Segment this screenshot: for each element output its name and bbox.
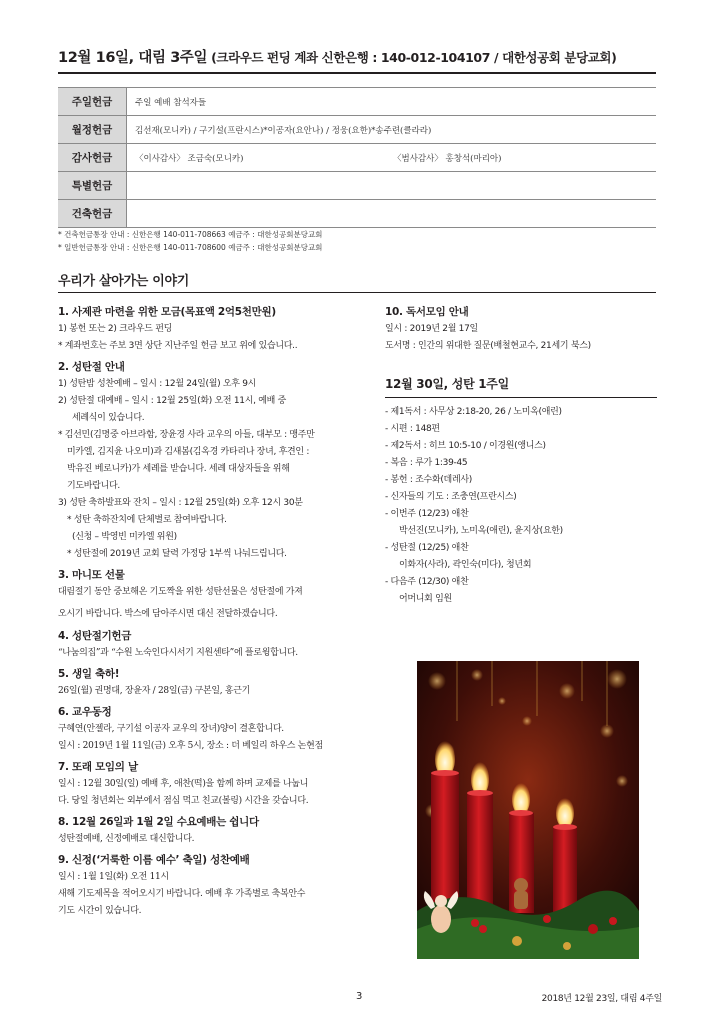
news-item-title: 1. 사제관 마련을 위한 모금(목표액 2억5천만원) xyxy=(58,306,276,318)
lectionary-line: - 성탄절 (12/25) 애찬 xyxy=(385,543,469,553)
news-line: 다. 당일 청년회는 외부에서 점심 먹고 친교(볼링) 시간을 갖습니다. xyxy=(58,796,309,806)
lectionary-line: 어머니회 임원 xyxy=(399,594,452,604)
footer-date: 2018년 12월 23일, 대림 4주일 xyxy=(541,994,662,1004)
news-line: * 계좌번호는 주보 3면 상단 지난주일 헌금 보고 위에 있습니다.. xyxy=(58,341,298,351)
news-line: 1) 봉헌 또는 2) 크라우드 펀딩 xyxy=(58,324,173,334)
news-line: 오시기 바랍니다. 박스에 담아주시면 대신 전달하겠습니다. xyxy=(58,609,278,619)
page-number: 3 xyxy=(356,991,363,1002)
thanks-offering-b: 〈범사감사〉 홍창석(마리아) xyxy=(393,153,502,164)
section-rule xyxy=(58,292,656,293)
offering-row xyxy=(58,88,656,116)
account-note: * 건축헌금통장 안내 : 신한은행 140-011-708663 예금주 : 대한성공회분당교회 xyxy=(58,230,323,239)
offering-row xyxy=(58,200,656,228)
offering-row xyxy=(58,144,656,172)
offering-label: 주일헌금 xyxy=(58,88,127,116)
offering-row xyxy=(58,116,656,144)
lectionary-line: - 이번주 (12/23) 애찬 xyxy=(385,509,469,519)
news-line: 새해 기도제목을 적어오시기 바랍니다. 예배 후 가족별로 축복안수 xyxy=(58,889,306,899)
news-line: 26일(월) 권명대, 장윤자 / 28일(금) 구본일, 홍근기 xyxy=(58,686,251,696)
header-detail: (크라우드 펀딩 계좌 신한은행 : 140-012-104107 / 대한성공회 분당교회) xyxy=(211,50,617,65)
lectionary-line: - 제1독서 : 사무상 2:18-20, 26 / 노미옥(애린) xyxy=(385,407,562,417)
lectionary-line: - 시편 : 148편 xyxy=(385,424,440,434)
news-line: 박유진 베로니카)가 세례를 받습니다. 세례 대상자들을 위해 xyxy=(67,464,290,474)
offering-label: 특별헌금 xyxy=(58,172,127,200)
news-line: 성탄절예배, 신정예배로 대신합니다. xyxy=(58,834,195,844)
news-item-title: 7. 또래 모임의 날 xyxy=(58,761,138,773)
reading-line: 도서명 : 인간의 위대한 질문(배철현교수, 21세기 북스) xyxy=(385,341,591,351)
thanks-offering-a: 〈이사감사〉 조금숙(모니카) xyxy=(135,153,244,164)
news-line: 미카엘, 김지윤 나오미)과 김새봄(김옥경 카타리나 장녀, 후견인 : xyxy=(67,447,310,457)
offering-label: 건축헌금 xyxy=(58,200,127,228)
news-item-title: 9. 신정(‘거룩한 이름 예수’ 축일) 성찬예배 xyxy=(58,854,250,866)
news-item-title: 3. 마니또 선물 xyxy=(58,569,125,581)
lectionary-line: 이화자(사라), 곽인숙(미다), 청년회 xyxy=(399,560,532,570)
news-item-title: 8. 12월 26일과 1월 2일 수요예배는 쉽니다 xyxy=(58,816,259,828)
lectionary-line: 박선진(모니카), 노미옥(애린), 윤지상(요한) xyxy=(399,526,563,536)
news-line: (신청 – 박영빈 미카엘 위원) xyxy=(72,532,177,542)
news-line: 일시 : 12월 30일(일) 예배 후, 애찬(떡)을 함께 하며 교제를 나눕니 xyxy=(58,779,309,789)
news-line: 기도 시간이 있습니다. xyxy=(58,906,142,916)
advent-candles-illustration xyxy=(417,661,639,959)
header-rule xyxy=(58,72,656,74)
lectionary-line: - 다음주 (12/30) 애찬 xyxy=(385,577,469,587)
offering-value xyxy=(127,172,657,200)
offering-value: 주일 예배 참석자들 xyxy=(127,88,657,116)
news-item-title: 2. 성탄절 안내 xyxy=(58,361,125,373)
lectionary-line: - 제2독서 : 히브 10:5-10 / 이경원(앵니스) xyxy=(385,441,546,451)
news-line: 세례식이 있습니다. xyxy=(72,413,145,423)
account-notes xyxy=(58,228,322,254)
news-line: 일시 : 1월 1일(화) 오전 11시 xyxy=(58,872,169,882)
header-date-title: 12월 16일, 대림 3주일 xyxy=(58,50,208,66)
news-line: 1) 성탄밤 성찬예배 – 일시 : 12월 24일(월) 오후 9시 xyxy=(58,379,257,389)
news-column xyxy=(58,300,370,920)
news-line: * 성탄 축하잔치에 단체별로 참여바랍니다. xyxy=(67,515,227,525)
section-title: 우리가 살아가는 이야기 xyxy=(58,274,190,289)
news-line: 구혜연(안젤라, 구기설 이공자 교우의 장녀)양이 결혼합니다. xyxy=(58,724,284,734)
news-line: 일시 : 2019년 1월 11일(금) 오후 5시, 장소 : 더 베일리 하우스 논현점 xyxy=(58,741,323,751)
advent-candles-image xyxy=(417,661,639,959)
offering-value xyxy=(127,200,657,228)
news-line: 3) 성탄 축하발표와 잔치 – 일시 : 12월 25일(화) 오후 12시 30분 xyxy=(58,498,303,508)
gingerbread-figurine xyxy=(514,878,528,909)
offering-value xyxy=(127,144,657,172)
news-line: 2) 성탄절 대예배 – 일시 : 12월 25일(화) 오전 11시, 예배 중 xyxy=(58,396,286,406)
candle-4 xyxy=(553,798,577,917)
news-item-title: 4. 성탄절기헌금 xyxy=(58,630,132,642)
news-line: “나눔의집”과 “수원 노숙인다시서기 지원센타”에 플로윙합니다. xyxy=(58,648,298,658)
reading-line: 일시 : 2019년 2월 17일 xyxy=(385,324,478,334)
page-header xyxy=(58,46,658,67)
lectionary-line: - 복음 : 루가 1:39-45 xyxy=(385,458,468,468)
offering-row xyxy=(58,172,656,200)
offering-label: 감사헌금 xyxy=(58,144,127,172)
news-line: * 성탄절에 2019년 교회 달력 가정당 1부씩 나눠드립니다. xyxy=(67,549,287,559)
news-line: 기도바랍니다. xyxy=(67,481,120,491)
news-line: * 김선민(김명중 아브라함, 장윤경 사라 교우의 아들, 대부모 : 맹주만 xyxy=(58,430,315,440)
news-item-title: 6. 교우동정 xyxy=(58,706,112,718)
account-note: * 일반헌금통장 안내 : 신한은행 140-011-708600 예금주 : 대한성공회분당교회 xyxy=(58,243,323,252)
news-line: 대림절기 동안 중보해온 기도짝을 위한 성탄선물은 성탄절에 가져 xyxy=(58,587,303,597)
offering-table xyxy=(58,87,656,228)
lectionary-line: - 봉헌 : 조수화(데레사) xyxy=(385,475,472,485)
reading-title: 10. 독서모임 안내 xyxy=(385,306,469,318)
christmas-heading: 12월 30일, 성탄 1주일 xyxy=(385,375,657,398)
lectionary-line: - 신자들의 기도 : 조충연(프란시스) xyxy=(385,492,517,502)
right-column xyxy=(385,300,657,608)
news-item-title: 5. 생일 축하! xyxy=(58,668,120,680)
offering-value: 김선재(모니카) / 구기설(프란시스)*이공자(요안나) / 정웅(요한)*송주련(클라라) xyxy=(127,116,657,144)
offering-label: 월정헌금 xyxy=(58,116,127,144)
